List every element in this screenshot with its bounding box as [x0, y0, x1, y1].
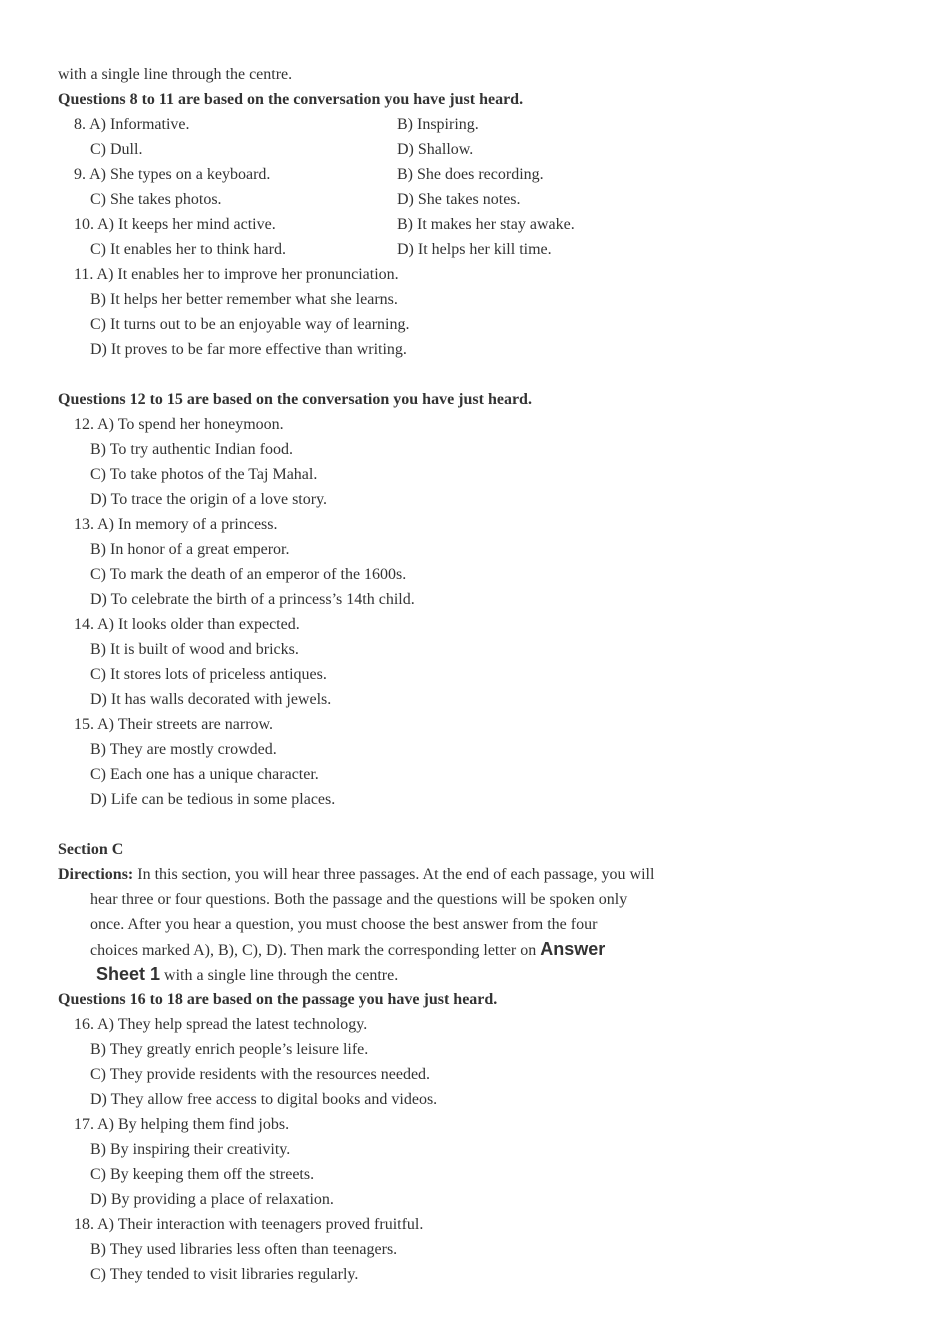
- directions-label: Directions:: [58, 866, 134, 883]
- answer-word: Answer: [540, 939, 606, 959]
- q15-option-b: B) They are mostly crowded.: [90, 741, 277, 758]
- group-heading-8-11: Questions 8 to 11 are based on the conversation you have just heard.: [58, 91, 524, 108]
- question-10-row1: [58, 212, 918, 237]
- q16-option-b: B) They greatly enrich people’s leisure life.: [90, 1041, 369, 1058]
- directions-text-1: In this section, you will hear three passages. At the end of each passage, you will: [133, 866, 655, 883]
- section-c-title: Section C: [58, 841, 124, 858]
- q10-option-d: D) It helps her kill time.: [397, 241, 552, 258]
- q18-option-b: B) They used libraries less often than teenagers.: [90, 1241, 398, 1258]
- q15-option-d: D) Life can be tedious in some places.: [90, 791, 336, 808]
- q9-option-b: B) She does recording.: [397, 166, 544, 183]
- q12-option-b: B) To try authentic Indian food.: [90, 441, 293, 458]
- q14-option-c: C) It stores lots of priceless antiques.: [90, 666, 327, 683]
- directions-line-3: once. After you hear a question, you must choose the best answer from the four: [90, 916, 598, 933]
- question-10-row2: [58, 237, 918, 262]
- q10-option-a: 10. A) It keeps her mind active.: [74, 216, 276, 233]
- q9-option-d: D) She takes notes.: [397, 191, 521, 208]
- q18-option-a: 18. A) Their interaction with teenagers proved fruitful.: [74, 1216, 424, 1233]
- sheet-word: Sheet 1: [96, 964, 161, 984]
- question-9-row1: [58, 162, 918, 187]
- q13-option-b: B) In honor of a great emperor.: [90, 541, 290, 558]
- q11-option-a: 11. A) It enables her to improve her pronunciation.: [74, 266, 399, 283]
- spacer: [58, 362, 918, 387]
- directions-text-5: with a single line through the centre.: [160, 967, 399, 984]
- group-heading-16-18: Questions 16 to 18 are based on the passage you have just heard.: [58, 991, 498, 1008]
- q16-option-a: 16. A) They help spread the latest technology.: [74, 1016, 368, 1033]
- q15-option-c: C) Each one has a unique character.: [90, 766, 319, 783]
- spacer: [58, 812, 918, 837]
- q13-option-d: D) To celebrate the birth of a princess’s 14th child.: [90, 591, 415, 608]
- q14-option-d: D) It has walls decorated with jewels.: [90, 691, 332, 708]
- q12-option-c: C) To take photos of the Taj Mahal.: [90, 466, 318, 483]
- directions-text-4: choices marked A), B), C), D). Then mark the corresponding letter on: [90, 942, 541, 959]
- q11-option-c: C) It turns out to be an enjoyable way of learning.: [90, 316, 410, 333]
- q8-option-d: D) Shallow.: [397, 141, 474, 158]
- q8-option-c: C) Dull.: [90, 141, 143, 158]
- q16-option-d: D) They allow free access to digital books and videos.: [90, 1091, 438, 1108]
- intro-tail-text: with a single line through the centre.: [58, 66, 293, 83]
- q9-option-a: 9. A) She types on a keyboard.: [74, 166, 271, 183]
- question-8-row2: [58, 137, 918, 162]
- q8-option-a: 8. A) Informative.: [74, 116, 190, 133]
- q15-option-a: 15. A) Their streets are narrow.: [74, 716, 274, 733]
- q16-option-c: C) They provide residents with the resources needed.: [90, 1066, 431, 1083]
- q11-option-b: B) It helps her better remember what she learns.: [90, 291, 398, 308]
- q13-option-a: 13. A) In memory of a princess.: [74, 516, 278, 533]
- directions-line-4: [58, 937, 918, 962]
- q10-option-b: B) It makes her stay awake.: [397, 216, 575, 233]
- question-8-row1: [58, 112, 918, 137]
- q14-option-b: B) It is built of wood and bricks.: [90, 641, 299, 658]
- q17-option-b: B) By inspiring their creativity.: [90, 1141, 291, 1158]
- q18-option-c: C) They tended to visit libraries regularly.: [90, 1266, 359, 1283]
- group-heading-12-15: Questions 12 to 15 are based on the conversation you have just heard.: [58, 391, 532, 408]
- q10-option-c: C) It enables her to think hard.: [90, 241, 286, 258]
- q11-option-d: D) It proves to be far more effective than writing.: [90, 341, 407, 358]
- q9-option-c: C) She takes photos.: [90, 191, 222, 208]
- q8-option-b: B) Inspiring.: [397, 116, 479, 133]
- question-9-row2: [58, 187, 918, 212]
- q17-option-c: C) By keeping them off the streets.: [90, 1166, 315, 1183]
- q12-option-a: 12. A) To spend her honeymoon.: [74, 416, 284, 433]
- q17-option-a: 17. A) By helping them find jobs.: [74, 1116, 290, 1133]
- directions-line-2: hear three or four questions. Both the passage and the questions will be spoken only: [90, 891, 628, 908]
- q13-option-c: C) To mark the death of an emperor of the 1600s.: [90, 566, 407, 583]
- directions-line-5: [58, 962, 918, 987]
- directions-line-1: [58, 862, 918, 887]
- q17-option-d: D) By providing a place of relaxation.: [90, 1191, 334, 1208]
- q14-option-a: 14. A) It looks older than expected.: [74, 616, 300, 633]
- exam-page: [58, 62, 918, 1287]
- q12-option-d: D) To trace the origin of a love story.: [90, 491, 328, 508]
